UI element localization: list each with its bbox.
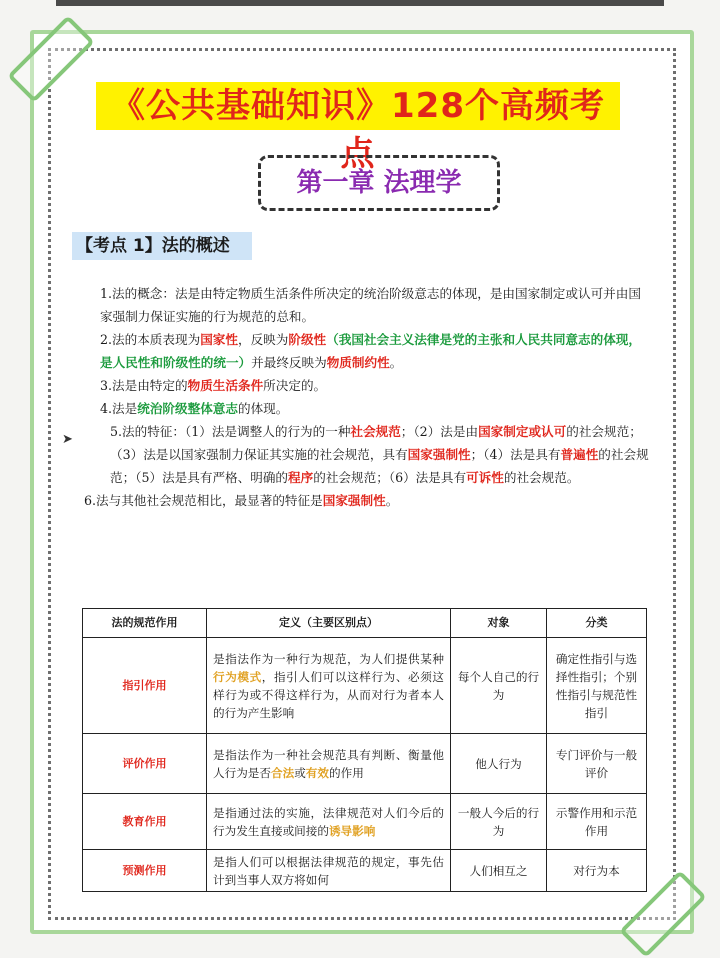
page-title: 《公共基础知识》128个高频考点 [96, 82, 620, 130]
object-cell: 他人行为 [451, 734, 547, 794]
definition-cell [207, 638, 451, 734]
highlight: 物质制约性 [326, 355, 390, 370]
cell-text: 是指通过法的实施，法律规范对人们今后的行为发生直接或间接的 [213, 805, 444, 838]
list-item [84, 397, 650, 420]
cell-text: 或 [294, 765, 306, 780]
item-text: 的社会规范；（6）法是具有 [313, 470, 467, 485]
highlight: 普遍性 [560, 447, 599, 462]
item-text: ；（4）法是具有 [470, 447, 561, 462]
cell-text: 是指法作为一种行为规范，为人们提供某种 [213, 651, 444, 666]
item-text: 并最终反映为 [251, 355, 327, 370]
item-text: 5.法的特征：（1）法是调整人的行为的一种 [110, 424, 351, 439]
table-header-row [83, 609, 647, 638]
highlight: 国家强制性 [322, 493, 386, 508]
top-bar [56, 0, 664, 6]
cell-text: 的作用 [329, 765, 364, 780]
object-cell: 人们相互之 [451, 850, 547, 892]
header-cell: 分类 [547, 609, 647, 638]
point-heading: 【考点 1】法的概述 [72, 232, 252, 260]
category-cell: 对行为本 [547, 850, 647, 892]
table-row [83, 794, 647, 850]
highlight: 阶级性 [288, 332, 327, 347]
cell-highlight: 行为模式 [213, 669, 262, 684]
table-row [83, 850, 647, 892]
category-cell: 确定性指引与选择性指引；个别性指引与规范性指引 [547, 638, 647, 734]
definition-cell [207, 734, 451, 794]
cell-text: 是指人们可以根据法律规范的规定，事先估计到当事人双方将如何 [213, 854, 444, 887]
content-body [84, 282, 650, 512]
cell-text: 是指法作为一种社会规范具有判断、衡量他人行为是否 [213, 747, 444, 780]
item-text: 1.法的概念：法是由特定物质生活条件所决定的统治阶级意志的体现，是由国家制定或认可并由国家强制力保证实施的行为规范的总和。 [100, 286, 641, 324]
highlight: 国家性 [200, 332, 238, 347]
role-cell: 指引作用 [83, 638, 207, 734]
definition-cell [207, 850, 451, 892]
highlight: 程序 [288, 470, 314, 485]
role-cell: 预测作用 [83, 850, 207, 892]
item-text: ，反映为 [237, 332, 289, 347]
list-item [84, 328, 650, 374]
definition-cell [207, 794, 451, 850]
highlight: 社会规范 [350, 424, 401, 439]
item-text: 。 [389, 355, 403, 370]
chapter-heading: 第一章 法理学 [258, 155, 500, 211]
highlight: 统治阶级整体意志 [137, 401, 238, 416]
header-cell: 法的规范作用 [83, 609, 207, 638]
item-text: 3.法是由特定的 [100, 378, 188, 393]
list-item [84, 282, 650, 328]
highlight: 国家制定或认可 [478, 424, 567, 439]
role-cell: 教育作用 [83, 794, 207, 850]
category-cell: 示警作用和示范作用 [547, 794, 647, 850]
category-cell: 专门评价与一般评价 [547, 734, 647, 794]
cell-highlight: 诱导影响 [328, 823, 376, 838]
role-cell: 评价作用 [83, 734, 207, 794]
item-text: 的体现。 [237, 401, 289, 416]
highlight: 可诉性 [466, 470, 504, 485]
header-cell: 定义（主要区别点） [207, 609, 451, 638]
item-text: 的社会规范。 [503, 470, 580, 485]
highlight: 国家强制性 [407, 447, 471, 462]
table-row [83, 734, 647, 794]
item-text: 4.法是 [100, 401, 138, 416]
cell-highlight: 合法 [270, 765, 295, 780]
arrow-marker-icon: ➤ [62, 432, 73, 447]
norm-function-table [82, 608, 647, 892]
list-item [84, 489, 650, 512]
list-item [84, 420, 650, 489]
cell-highlight: 有效 [305, 765, 329, 780]
item-text: 2.法的本质表现为 [100, 332, 201, 347]
item-text: 6.法与其他社会规范相比，最显著的特征是 [84, 493, 323, 508]
item-text: 。 [385, 493, 399, 508]
table-row [83, 638, 647, 734]
item-text: 所决定的。 [263, 378, 327, 393]
list-item [84, 374, 650, 397]
highlight: 物质生活条件 [187, 378, 264, 393]
cell-text: ，指引人们可以这样行为、必须这样行为或不得这样行为，从而对行为者本人的行为产生影响 [213, 669, 444, 720]
object-cell: 一般人今后的行为 [451, 794, 547, 850]
item-text: ；（2）法是由 [400, 424, 479, 439]
item-text: 的社会规范；（5）法是具有严格、明确的 [110, 447, 649, 485]
item-text: 的社会规范；（3）法是以国家强制力保证其实施的社会规范，具有 [110, 424, 642, 462]
object-cell: 每个人自己的行为 [451, 638, 547, 734]
header-cell: 对象 [451, 609, 547, 638]
highlight: （我国社会主义法律是党的主张和人民共同意志的体现，是人民性和阶级性的统一） [100, 332, 641, 370]
